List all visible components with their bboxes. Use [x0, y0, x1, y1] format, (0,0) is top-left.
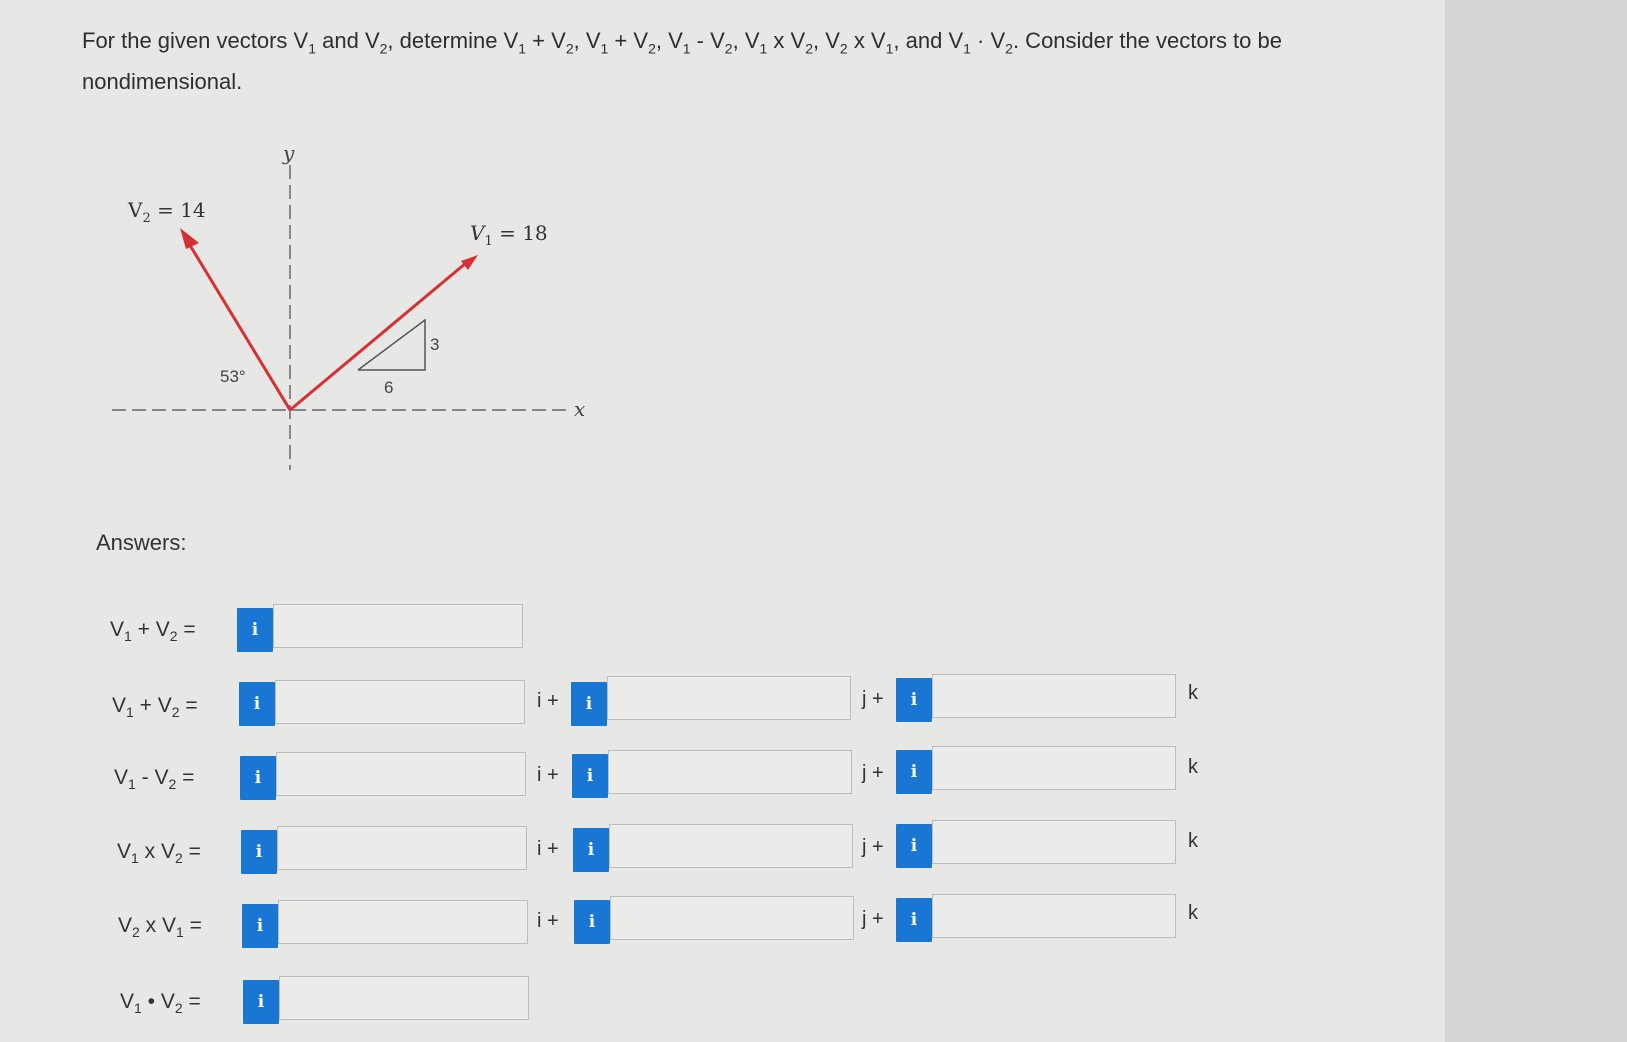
info-icon[interactable]: i — [573, 828, 609, 872]
cross21-k-input[interactable] — [932, 894, 1176, 938]
vector-diagram — [100, 130, 620, 470]
k-unit-label: k — [1188, 682, 1198, 704]
v2-arrowhead — [180, 228, 199, 249]
j-unit-label: j + — [862, 908, 884, 930]
j-unit-label: j + — [862, 688, 884, 710]
info-icon[interactable]: i — [241, 830, 277, 874]
row-label-sum-vector: $V_1 + V_2$ = — [112, 694, 198, 721]
question-text — [82, 24, 1372, 98]
dot-product-input[interactable] — [279, 976, 529, 1020]
info-icon[interactable]: i — [571, 682, 607, 726]
cross12-j-input[interactable] — [609, 824, 853, 868]
triangle-run-label: 6 — [384, 378, 394, 397]
info-icon[interactable]: i — [572, 754, 608, 798]
row-label-difference: $V_1 - V_2$ = — [114, 766, 195, 793]
info-icon[interactable]: i — [237, 608, 273, 652]
v1-vector — [290, 263, 466, 410]
j-unit-label: j + — [862, 836, 884, 858]
i-unit-label: i + — [537, 838, 559, 860]
row-label-cross-v1-v2: $V_1$ x $V_2$ = — [117, 840, 201, 867]
row-label-sum-magnitude: $V_1 + V_2$ = — [110, 618, 196, 645]
sum-i-input[interactable] — [275, 680, 525, 724]
info-icon[interactable]: i — [896, 750, 932, 794]
info-icon[interactable]: i — [242, 904, 278, 948]
triangle-rise-label: 3 — [430, 335, 440, 354]
v1-arrowhead — [461, 255, 478, 270]
i-unit-label: i + — [537, 764, 559, 786]
i-unit-label: i + — [537, 690, 559, 712]
page-margin — [1445, 0, 1627, 1042]
row-label-cross-v2-v1: $V_2$ x $V_1$ = — [118, 914, 202, 941]
info-icon[interactable]: i — [239, 682, 275, 726]
k-unit-label: k — [1188, 902, 1198, 924]
cross12-i-input[interactable] — [277, 826, 527, 870]
i-unit-label: i + — [537, 910, 559, 932]
answers-label: Answers: — [96, 530, 187, 555]
cross21-i-input[interactable] — [278, 900, 528, 944]
k-unit-label: k — [1188, 830, 1198, 852]
x-axis-label: x — [574, 397, 586, 421]
question-line-1: For the given vectors $V_1$ and $V_2$, determine $V_1 + V_2$, $V_1 + V_2$, $V_1 - V_2$, $V_1$ x $V_2$, $V_2$ x $V_1$, and $V_1 \cdot V_2$. Consider the vectors to be — [82, 28, 1282, 57]
info-icon[interactable]: i — [896, 898, 932, 942]
info-icon[interactable]: i — [240, 756, 276, 800]
j-unit-label: j + — [862, 762, 884, 784]
angle-label: 53° — [220, 367, 246, 386]
sum-k-input[interactable] — [932, 674, 1176, 718]
cross12-k-input[interactable] — [932, 820, 1176, 864]
info-icon[interactable]: i — [896, 824, 932, 868]
question-line-2: nondimensional. — [82, 69, 243, 95]
row-label-dot: $V_1$ • $V_2$ = — [120, 990, 201, 1017]
info-icon[interactable]: i — [574, 900, 610, 944]
y-axis-label: y — [283, 141, 295, 165]
sum-j-input[interactable] — [607, 676, 851, 720]
info-icon[interactable]: i — [896, 678, 932, 722]
difference-j-input[interactable] — [608, 750, 852, 794]
difference-k-input[interactable] — [932, 746, 1176, 790]
cross21-j-input[interactable] — [610, 896, 854, 940]
k-unit-label: k — [1188, 756, 1198, 778]
v2-magnitude-label: $V_2 = 14$ — [128, 198, 206, 226]
difference-i-input[interactable] — [276, 752, 526, 796]
v1-magnitude-label: $V_1 = 18$ — [470, 221, 548, 249]
info-icon[interactable]: i — [243, 980, 279, 1024]
sum-magnitude-input[interactable] — [273, 604, 523, 648]
